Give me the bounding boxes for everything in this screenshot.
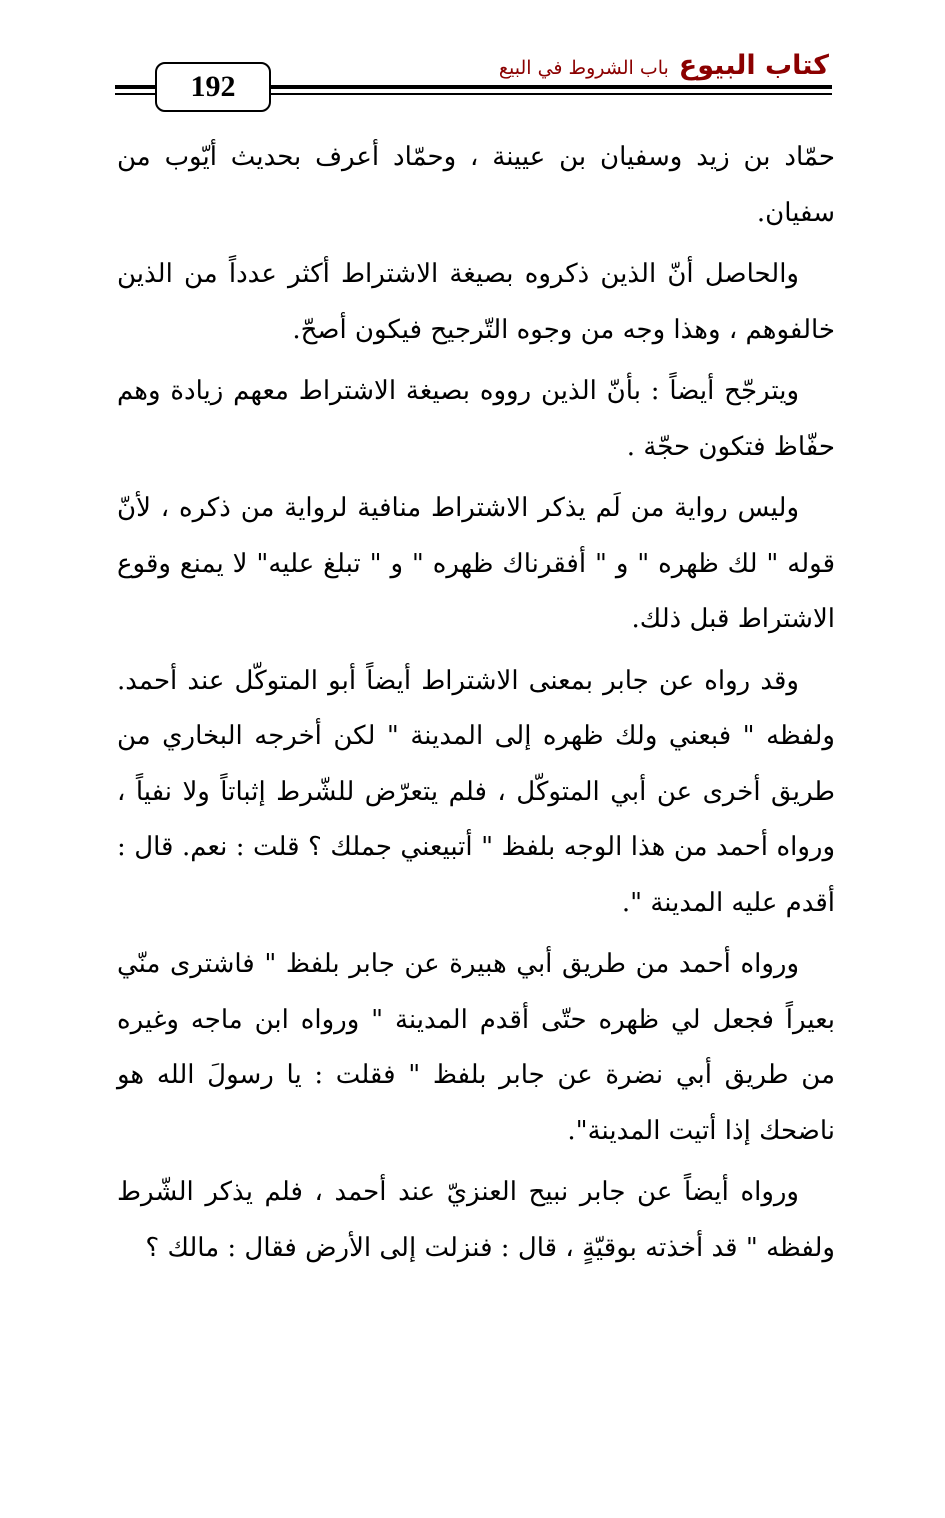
paragraph: ورواه أيضاً عن جابر نبيح العنزيّ عند أحمد ، فلم يذكر الشّرط ولفظه " قد أخذته بوقيّةٍ ، قال : فنزلت إلى الأرض فقال : مالك ؟: [117, 1177, 835, 1263]
paragraph: وقد رواه عن جابر بمعنى الاشتراط أيضاً أبو المتوكّل عند أحمد. ولفظه " فبعني ولك ظهره إلى المدينة " لكن أخرجه البخاري من طريق أخرى عن أبي المتوكّل ، فلم يتعرّض للشّرط إثباتاً ولا نفياً ، ورواه أحمد من هذا الوجه بلفظ " أتبيعني جملك ؟ قلت : نعم. قال : أقدم عليه المدينة ".: [117, 665, 835, 918]
body-text: [117, 130, 835, 1282]
paragraph: حمّاد بن زيد وسفيان بن عيينة ، وحمّاد أعرف بحديث أيّوب من سفيان.: [117, 142, 835, 228]
book-title: كتاب البيوع: [678, 50, 829, 81]
page-header: [0, 0, 945, 120]
paragraph: وليس رواية من لَم يذكر الاشتراط منافية لرواية من ذكره ، لأنّ قوله " لك ظهره " و " أفقرناك ظهره " و " تبلغ عليه" لا يمنع وقوع الاشتراط قبل ذلك.: [117, 493, 835, 634]
running-head: [499, 50, 829, 81]
paragraph: ورواه أحمد من طريق أبي هبيرة عن جابر بلفظ " فاشترى منّي بعيراً فجعل لي ظهره حتّى أقدم المدينة " ورواه ابن ماجه وغيره من طريق أبي نضرة عن جابر بلفظ " فقلت : يا رسولَ الله هو ناضحك إذا أتيت المدينة".: [117, 949, 835, 1146]
paragraph: ويترجّح أيضاً : بأنّ الذين رووه بصيغة الاشتراط معهم زيادة وهم حفّاظ فتكون حجّة .: [117, 376, 835, 462]
page-number: 192: [155, 62, 271, 112]
paragraph: والحاصل أنّ الذين ذكروه بصيغة الاشتراط أكثر عدداً من الذين خالفوهم ، وهذا وجه من وجوه التّرجيح فيكون أصحّ.: [117, 259, 835, 345]
section-title: باب الشروط في البيع: [498, 57, 669, 79]
